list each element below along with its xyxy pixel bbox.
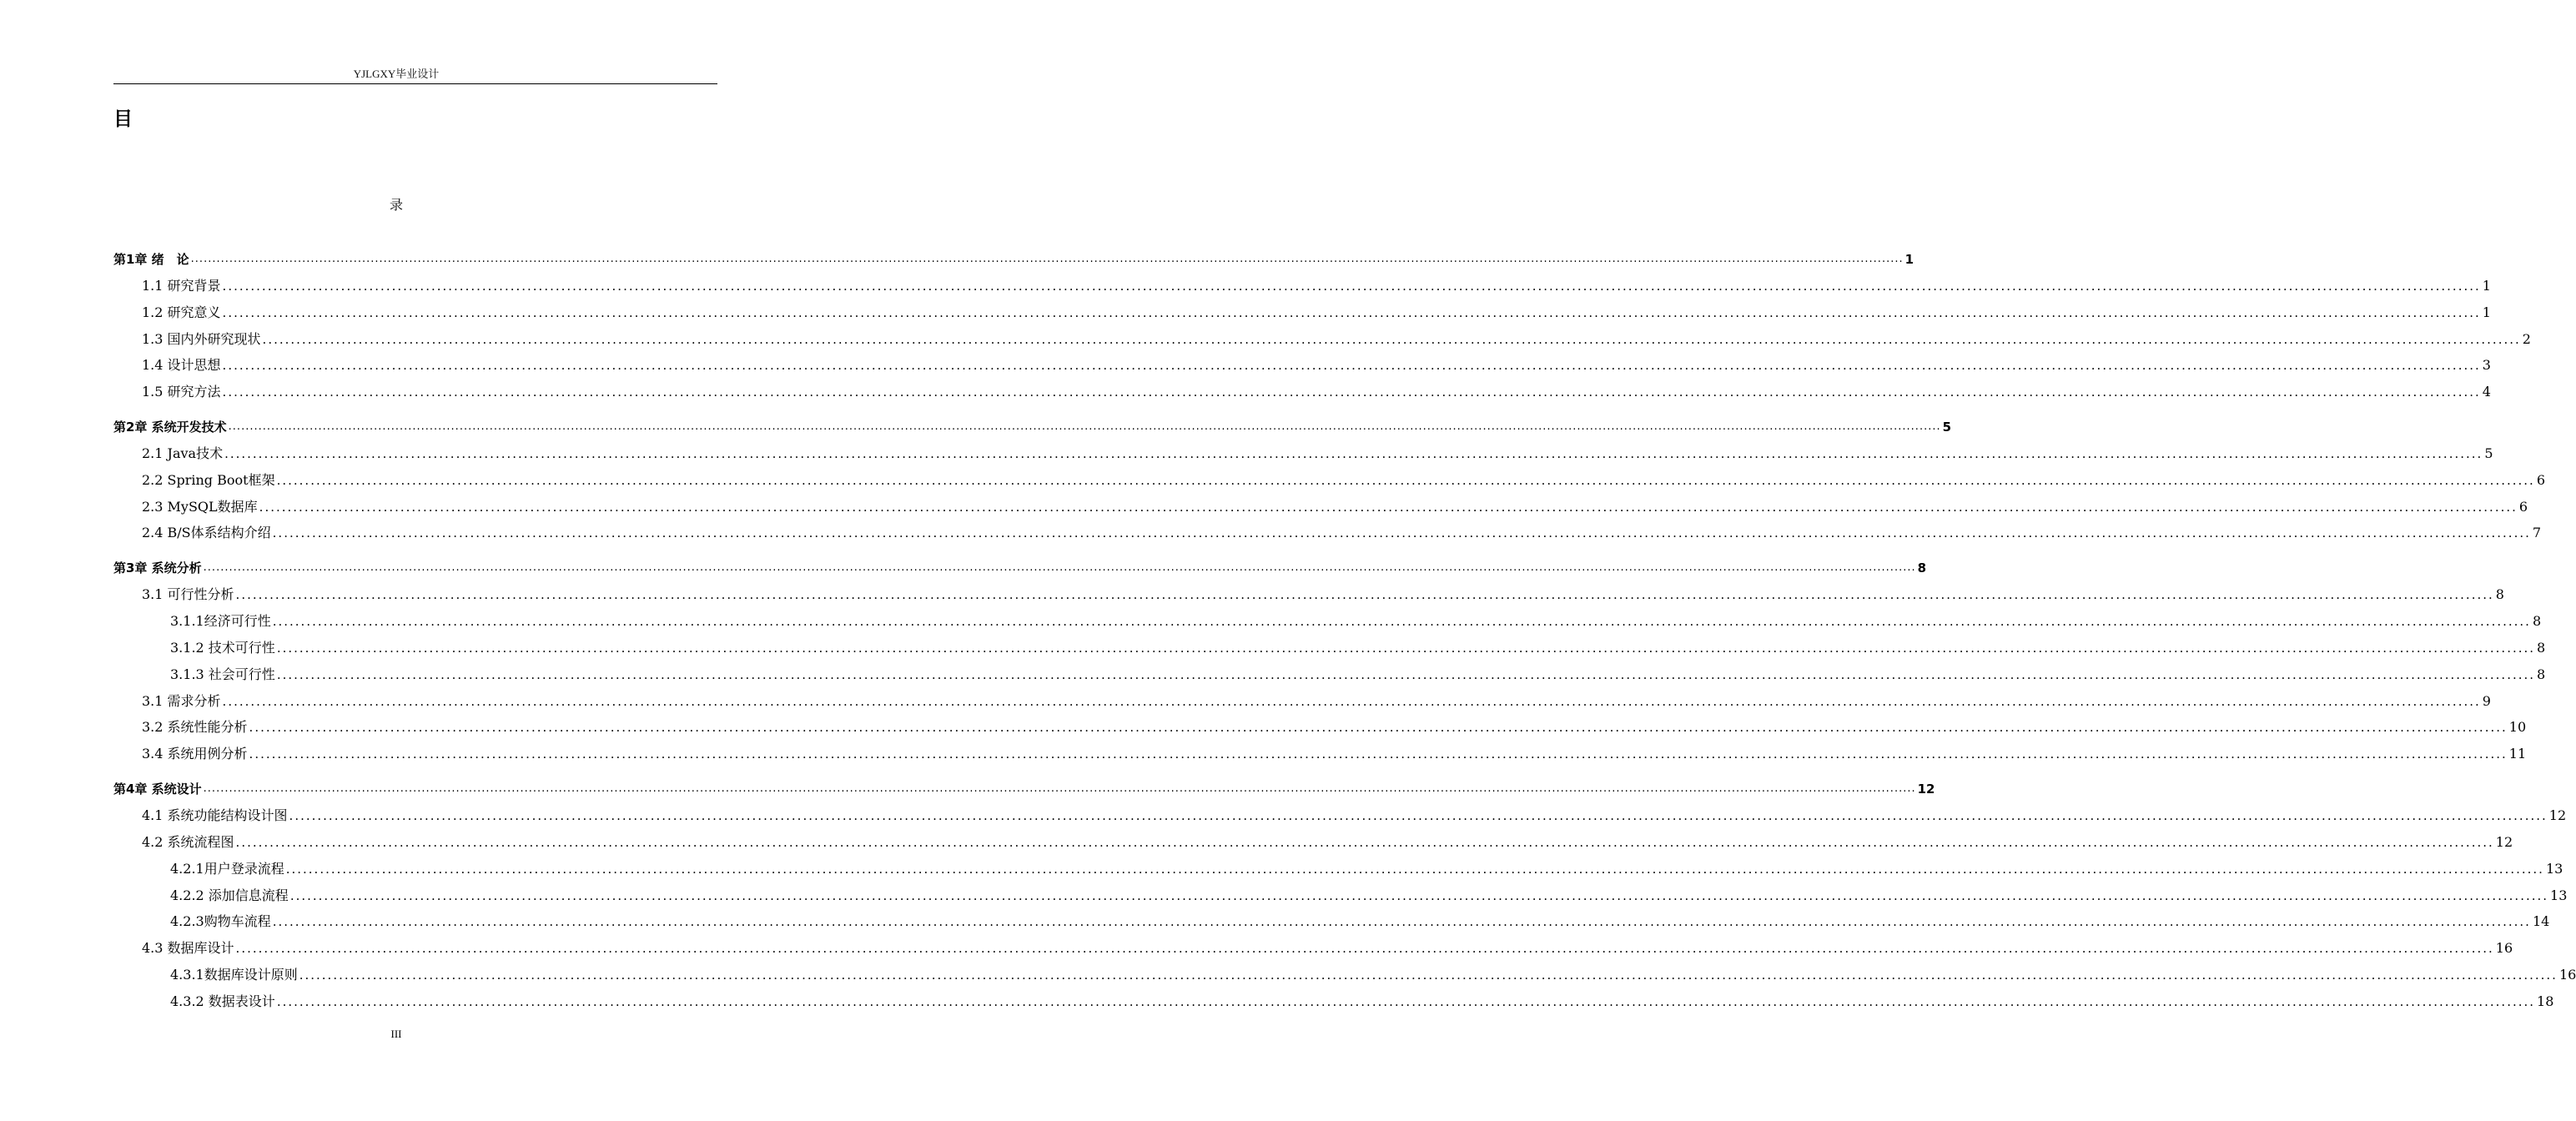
toc-entry-label: 4.1 系统功能结构设计图	[142, 807, 288, 823]
toc-section-entry[interactable]	[113, 880, 2568, 905]
toc-section-entry[interactable]	[113, 376, 2491, 401]
toc-entry-page: 6	[2518, 499, 2528, 515]
toc-entry-page: 3	[2482, 357, 2491, 373]
toc-entry-page: 8	[2495, 586, 2504, 602]
toc-dot-leader: ................................................................................................................................................................................................................................................................................................................................................................................................................	[276, 473, 2535, 488]
toc-chapter-entry[interactable]	[113, 773, 1935, 798]
toc-section-entry[interactable]	[113, 465, 2546, 490]
toc-entry-page: 13	[2550, 887, 2568, 903]
toc-entry-label: 3.2 系统性能分析	[142, 719, 248, 735]
toc-entry-label: 第1章 绪 论	[113, 252, 189, 267]
toc-section-entry[interactable]	[113, 659, 2546, 684]
toc-section-entry[interactable]	[113, 853, 2563, 878]
toc-entry-label: 1.1 研究背景	[142, 278, 221, 294]
toc-section-entry[interactable]	[113, 632, 2546, 657]
toc-dot-leader: ................................................................................................................................................................................................................................................................................................................................................................................................................	[222, 694, 2481, 709]
toc-section-entry[interactable]	[113, 827, 2513, 852]
toc-entry-page: 1	[1904, 252, 1914, 267]
toc-entry-label: 4.3 数据库设计	[142, 940, 234, 956]
toc-entry-label: 2.1 Java技术	[142, 445, 224, 461]
toc-section-entry[interactable]	[113, 906, 2550, 931]
toc-dot-leader: ................................................................................................................................................................................................................................................................................................................................................................................................................	[299, 968, 2558, 983]
toc-entry-label: 4.2.1用户登录流程	[170, 861, 284, 877]
toc-dot-leader: ................................................................................................................................................................................................................................................................................................................................................................................................................	[272, 614, 2531, 629]
toc-dot-leader: ................................................................................................................................................................................................................................................................................................................................................................................................................	[222, 305, 2481, 320]
toc-dot-leader: ................................................................................................................................................................................................................................................................................................................................................................................................................	[272, 525, 2531, 540]
toc-entry-page: 12	[2495, 834, 2513, 850]
toc-section-entry[interactable]	[113, 738, 2527, 763]
toc-entry-label: 4.2 系统流程图	[142, 834, 234, 850]
toc-entry-label: 4.2.3购物车流程	[170, 913, 271, 929]
toc-section-entry[interactable]	[113, 297, 2491, 322]
toc-dot-leader: ................................................................................................................................................................................................................................................................................................................................................................................................................	[235, 587, 2494, 602]
toc-entry-page: 10	[2508, 719, 2527, 735]
toc-entry-label: 4.3.2 数据表设计	[170, 993, 275, 1009]
toc-dot-leader: ................................................................................................................................................................................................................................................................................................................................................................................................................	[235, 941, 2494, 956]
toc-entry-label: 4.2.2 添加信息流程	[170, 887, 289, 903]
toc-heading-part2: 录	[389, 197, 403, 213]
header-rule	[113, 83, 717, 84]
toc-section-entry[interactable]	[113, 324, 2531, 349]
toc-section-entry[interactable]	[113, 686, 2491, 711]
toc-entry-label: 1.5 研究方法	[142, 384, 221, 400]
toc-section-entry[interactable]	[113, 579, 2504, 604]
toc-entry-label: 4.3.1数据库设计原则	[170, 967, 298, 983]
toc-entry-page: 12	[2548, 807, 2567, 823]
toc-section-entry[interactable]	[113, 438, 2493, 463]
toc-entry-label: 2.2 Spring Boot框架	[142, 472, 275, 488]
toc-chapter-entry[interactable]	[113, 244, 1914, 269]
toc-dot-leader: ................................................................................................................................................................................................................................................................................................................................................................................................................	[285, 862, 2544, 877]
toc-dot-leader: ................................................................................................................................................................................................................................................................................................................................................................................................................	[249, 746, 2508, 762]
toc-entry-page: 8	[2532, 613, 2542, 629]
toc-entry-page: 8	[2537, 640, 2546, 656]
toc-dot-leader: ................................................................................................................................................................................................................................................................................................................................................................................................................	[222, 279, 2481, 294]
toc-entry-page: 14	[2532, 913, 2550, 929]
toc-entry-page: 13	[2545, 861, 2563, 877]
toc-entry-page: 1	[2482, 304, 2491, 320]
toc-entry-page: 5	[1942, 420, 1952, 435]
toc-entry-label: 3.1 可行性分析	[142, 586, 234, 602]
page-header-title: YJLGXY毕业设计	[353, 68, 440, 80]
toc-entry-label: 第2章 系统开发技术	[113, 420, 227, 435]
toc-entry-page: 9	[2482, 693, 2491, 709]
toc-entry-page: 5	[2484, 445, 2493, 461]
toc-entry-label: 1.3 国内外研究现状	[142, 331, 261, 347]
toc-chapter-entry[interactable]	[113, 411, 1952, 436]
toc-dot-leader: ................................................................................................................................................................................................................................................................................................................................................................................................................	[272, 914, 2531, 929]
toc-dot-leader: ................................................................................................................................................................................................................................................................................................................................................................................................................	[259, 500, 2518, 515]
toc-dot-leader: ................................................................................................................................................................................................................................................................................................................................................................................................................	[203, 782, 1916, 795]
toc-entry-label: 3.1.2 技术可行性	[170, 640, 275, 656]
toc-section-entry[interactable]	[113, 932, 2513, 958]
toc-dot-leader: ................................................................................................................................................................................................................................................................................................................................................................................................................	[276, 641, 2536, 656]
toc-entry-label: 2.3 MySQL数据库	[142, 499, 258, 515]
toc-section-entry[interactable]	[113, 711, 2527, 736]
toc-entry-page: 11	[2508, 746, 2527, 762]
toc-dot-leader: ................................................................................................................................................................................................................................................................................................................................................................................................................	[190, 253, 1904, 265]
toc-entry-label: 2.4 B/S体系结构介绍	[142, 525, 271, 540]
toc-dot-leader: ................................................................................................................................................................................................................................................................................................................................................................................................................	[289, 808, 2548, 823]
toc-section-entry[interactable]	[113, 606, 2542, 631]
toc-entry-page: 8	[1917, 560, 1927, 576]
toc-entry-page: 7	[2532, 525, 2542, 540]
toc-dot-leader: ................................................................................................................................................................................................................................................................................................................................................................................................................	[262, 332, 2521, 347]
toc-dot-leader: ................................................................................................................................................................................................................................................................................................................................................................................................................	[235, 835, 2494, 850]
toc-entry-label: 3.1 需求分析	[142, 693, 221, 709]
toc-dot-leader: ................................................................................................................................................................................................................................................................................................................................................................................................................	[203, 561, 1916, 574]
toc-section-entry[interactable]	[113, 349, 2491, 375]
toc-entry-page: 2	[2522, 331, 2531, 347]
toc-entry-page: 8	[2537, 666, 2546, 682]
toc-entry-page: 16	[2558, 967, 2576, 983]
toc-entry-label: 1.4 设计思想	[142, 357, 221, 373]
toc-entry-label: 第3章 系统分析	[113, 560, 202, 576]
toc-heading-part1: 目	[113, 108, 133, 130]
toc-dot-leader: ................................................................................................................................................................................................................................................................................................................................................................................................................	[222, 385, 2481, 400]
toc-entry-page: 16	[2495, 940, 2513, 956]
toc-entry-label: 3.1.3 社会可行性	[170, 666, 275, 682]
toc-section-entry[interactable]	[113, 491, 2528, 516]
toc-entry-label: 第4章 系统设计	[113, 782, 202, 797]
toc-section-entry[interactable]	[113, 800, 2567, 825]
toc-entry-page: 1	[2482, 278, 2491, 294]
toc-section-entry[interactable]	[113, 517, 2542, 542]
toc-entry-page: 6	[2536, 472, 2546, 488]
toc-dot-leader: ................................................................................................................................................................................................................................................................................................................................................................................................................	[222, 358, 2481, 373]
toc-entry-page: 18	[2537, 993, 2554, 1009]
toc-dot-leader: ................................................................................................................................................................................................................................................................................................................................................................................................................	[249, 720, 2508, 735]
toc-entry-label: 3.1.1经济可行性	[170, 613, 271, 629]
toc-section-entry[interactable]	[113, 270, 2491, 295]
toc-entry-label: 3.4 系统用例分析	[142, 746, 248, 762]
toc-section-entry[interactable]	[113, 959, 2576, 984]
toc-dot-leader: ................................................................................................................................................................................................................................................................................................................................................................................................................	[228, 420, 1941, 433]
toc-chapter-entry[interactable]	[113, 552, 1927, 577]
toc-entry-page: 12	[1917, 782, 1935, 797]
toc-section-entry[interactable]	[113, 986, 2554, 1011]
toc-dot-leader: ................................................................................................................................................................................................................................................................................................................................................................................................................	[276, 994, 2536, 1009]
toc-dot-leader: ................................................................................................................................................................................................................................................................................................................................................................................................................	[224, 446, 2483, 461]
toc-entry-label: 1.2 研究意义	[142, 304, 221, 320]
toc-entry-page: 4	[2482, 384, 2491, 400]
page-number: III	[390, 1028, 402, 1040]
toc-dot-leader: ................................................................................................................................................................................................................................................................................................................................................................................................................	[289, 888, 2549, 903]
toc-dot-leader: ................................................................................................................................................................................................................................................................................................................................................................................................................	[276, 667, 2536, 682]
